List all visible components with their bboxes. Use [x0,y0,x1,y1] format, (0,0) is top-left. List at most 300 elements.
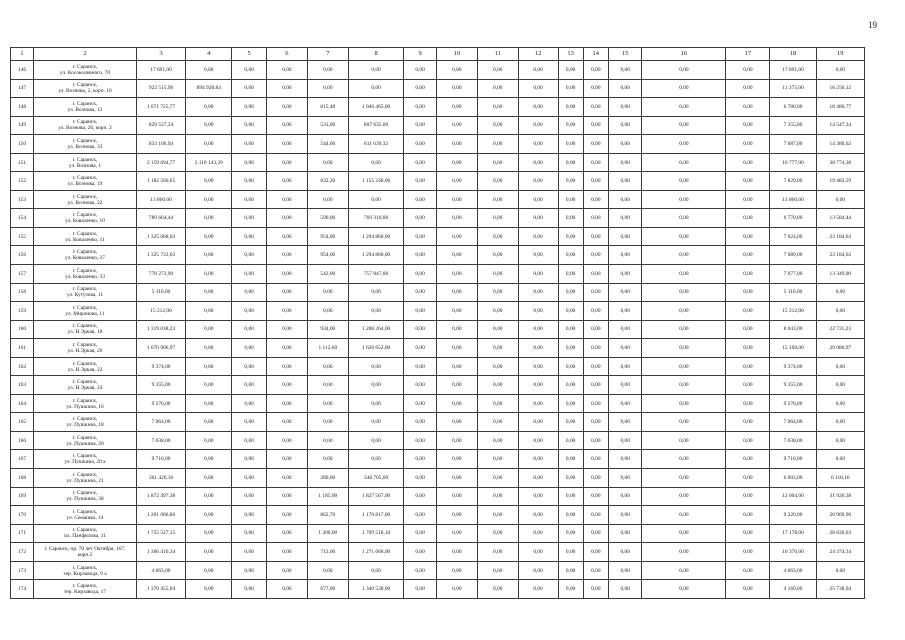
value-cell: 0,00 [608,283,642,302]
table-row [11,487,865,506]
value-cell: 0,00 [436,431,477,450]
data-table [10,47,865,599]
value-cell: 0,00 [608,190,642,209]
value-cell: 0,00 [266,469,307,488]
value-cell: 0,00 [404,209,437,228]
value-cell: 0,00 [518,524,558,543]
value-cell: 0,00 [518,580,558,599]
value-cell: 7 829,00 [770,172,816,191]
address-cell [34,209,137,228]
address-line: г. Саранск, [72,249,98,256]
value-cell: 0,00 [436,320,477,339]
value-cell: 0,00 [232,357,267,376]
value-cell: 9 276,00 [136,394,185,413]
value-cell: 0,00 [608,561,642,580]
value-cell: 4 063,00 [136,561,185,580]
value-cell: 0,00 [608,265,642,284]
value-cell: 0,00 [608,246,642,265]
value-cell: 0,00 [642,376,726,395]
value-cell: 0,00 [436,339,477,358]
value-cell: 0,00 [232,524,267,543]
value-cell: 0,00 [436,580,477,599]
value-cell: 0,00 [608,302,642,321]
address-line: ул. Вознова, 22 [67,199,103,206]
value-cell: 590,00 [307,209,348,228]
table-row [11,506,865,525]
value-cell: 0,00 [404,339,437,358]
value-cell: 807 635,00 [348,116,404,135]
table-row [11,450,865,469]
value-cell: 0,00 [436,394,477,413]
address-line: ул. Вознова, 2, корп. 10 [58,88,112,95]
address-line: г. Саранск, [72,267,98,274]
address-line: г. Саранск, [72,453,98,460]
value-cell: 0,00 [186,135,232,154]
value-cell: 7 689,00 [770,246,816,265]
address-line: г. Саранск, [72,63,98,70]
value-cell: 13 860,00 [136,190,185,209]
value-cell: 9 716,00 [136,450,185,469]
table-row [11,302,865,321]
value-cell: 20 969,96 [816,506,864,525]
address-cell [34,431,137,450]
value-cell: 0,00 [726,320,770,339]
value-cell: 0,00 [558,339,583,358]
value-cell: 0,00 [583,135,608,154]
value-cell: 1 288 264,00 [348,320,404,339]
value-cell: 0,00 [404,227,437,246]
value-cell: 0,00 [608,98,642,117]
value-cell: 0,00 [518,487,558,506]
value-cell: 0,00 [266,487,307,506]
value-cell: 0,00 [642,283,726,302]
value-cell: 0,00 [816,394,864,413]
value-cell: 0,00 [518,265,558,284]
value-cell: 0,00 [266,302,307,321]
value-cell: 0,00 [477,302,518,321]
value-cell: 0,00 [518,135,558,154]
value-cell: 0,00 [583,283,608,302]
value-cell: 0,00 [477,116,518,135]
address-line: г. Саранск, [72,490,98,497]
row-number: 163 [11,376,34,395]
value-cell: 0,00 [726,394,770,413]
value-cell: 0,00 [266,246,307,265]
address-line: ул. Коваленко, 10 [65,218,105,225]
address-line: ул. Пушкина, 38 [66,496,104,503]
address-line: г. Саранск, [72,156,98,163]
value-cell: 0,00 [477,506,518,525]
value-cell: 0,00 [436,357,477,376]
table-row [11,357,865,376]
value-cell: 0,00 [608,431,642,450]
value-cell: 0,00 [404,469,437,488]
value-cell: 0,00 [186,116,232,135]
value-cell: 0,00 [726,153,770,172]
value-cell: 0,00 [583,61,608,80]
column-header: 12 [518,48,558,61]
address-cell [34,172,137,191]
value-cell: 13 584,44 [816,209,864,228]
value-cell: 0,00 [436,190,477,209]
value-cell: 10 777,00 [770,153,816,172]
address-line: тер. Кирзавода, 17 [63,589,107,596]
value-cell: 1 872 497,38 [136,487,185,506]
value-cell: 0,00 [266,190,307,209]
table-row [11,394,865,413]
value-cell: 0,00 [266,135,307,154]
value-cell: 0,00 [404,580,437,599]
value-cell: 0,00 [266,227,307,246]
value-cell: 713,00 [307,543,348,562]
value-cell: 0,00 [583,190,608,209]
value-cell: 0,00 [477,524,518,543]
value-cell: 0,00 [477,413,518,432]
column-header: 13 [558,48,583,61]
value-cell: 0,00 [348,357,404,376]
value-cell: 0,00 [518,413,558,432]
address-line: г. Саранск, [72,100,98,107]
value-cell: 0,00 [558,265,583,284]
value-cell: 0,00 [404,561,437,580]
value-cell: 0,00 [608,469,642,488]
row-number: 170 [11,506,34,525]
value-cell: 0,00 [608,227,642,246]
value-cell: 0,00 [726,79,770,98]
address-line: тер. Кирзавода, 9 а [63,570,107,577]
value-cell: 31 926,38 [816,487,864,506]
value-cell: 0,00 [266,153,307,172]
value-cell: 0,00 [558,153,583,172]
value-cell: 0,00 [307,153,348,172]
value-cell: 0,00 [558,561,583,580]
value-cell: 0,00 [232,283,267,302]
value-cell: 0,00 [558,357,583,376]
value-cell: 4 169,00 [770,580,816,599]
value-cell: 0,00 [558,79,583,98]
value-cell: 0,00 [186,172,232,191]
address-cell [34,357,137,376]
value-cell: 0,00 [642,61,726,80]
value-cell: 0,00 [477,283,518,302]
value-cell: 0,00 [558,469,583,488]
value-cell: 28 830,03 [816,524,864,543]
value-cell: 0,00 [404,153,437,172]
value-cell: 0,00 [608,135,642,154]
value-cell: 0,00 [436,265,477,284]
table-row [11,79,865,98]
value-cell: 8 043,00 [770,320,816,339]
value-cell: 1 325 733,63 [136,246,185,265]
value-cell: 0,00 [404,357,437,376]
value-cell: 1 046 465,00 [348,98,404,117]
address-cell [34,227,137,246]
value-cell: 0,00 [558,524,583,543]
column-header: 4 [186,48,232,61]
value-cell: 677,00 [307,580,348,599]
value-cell: 0,00 [186,524,232,543]
address-line: ул. Н.Эркая, 24 [67,385,103,392]
value-cell: 0,00 [436,506,477,525]
value-cell: 14 380,62 [816,135,864,154]
value-cell: 0,00 [642,320,726,339]
value-cell: 0,00 [518,561,558,580]
value-cell: 0,00 [436,543,477,562]
value-cell: 0,00 [642,450,726,469]
row-number: 158 [11,283,34,302]
value-cell: 1 112,60 [307,339,348,358]
value-cell: 0,00 [404,394,437,413]
value-cell: 0,00 [436,116,477,135]
value-cell: 0,00 [816,413,864,432]
value-cell: 0,00 [583,302,608,321]
value-cell: 0,00 [232,209,267,228]
value-cell: 0,00 [642,135,726,154]
value-cell: 757 847,00 [348,265,404,284]
value-cell: 0,00 [558,98,583,117]
value-cell: 0,00 [608,116,642,135]
value-cell: 0,00 [816,357,864,376]
address-line: корп.2 [77,551,93,558]
value-cell: 0,00 [477,469,518,488]
value-cell: 5 110,00 [770,283,816,302]
value-cell: 0,00 [558,172,583,191]
address-line: г. Саранск, [72,397,98,404]
value-cell: 0,00 [266,543,307,562]
value-cell: 16 250,12 [816,79,864,98]
value-cell: 0,00 [477,580,518,599]
value-cell: 0,00 [186,339,232,358]
address-line: ул. Пушкина, 20 [66,440,104,447]
value-cell: 1 271 666,00 [348,543,404,562]
value-cell: 0,00 [558,246,583,265]
value-cell: 0,00 [608,580,642,599]
value-cell: 0,00 [232,431,267,450]
value-cell: 0,00 [348,61,404,80]
value-cell: 1 325 668,63 [136,227,185,246]
value-cell: 0,00 [404,487,437,506]
table-row [11,98,865,117]
value-cell: 7 038,00 [136,431,185,450]
value-cell: 0,00 [404,116,437,135]
value-cell: 0,00 [558,227,583,246]
value-cell: 0,00 [436,153,477,172]
value-cell: 1 182 560,65 [136,172,185,191]
value-cell: 769 310,00 [348,209,404,228]
value-cell: 0,00 [307,450,348,469]
value-cell: 19 482,59 [816,172,864,191]
value-cell: 0,00 [348,413,404,432]
value-cell: 0,00 [608,506,642,525]
value-cell: 0,00 [186,227,232,246]
value-cell: 0,00 [642,413,726,432]
address-line: ул. Косоколевного, 70 [59,69,111,76]
value-cell: 2 159 694,77 [136,153,185,172]
value-cell: 0,00 [232,135,267,154]
value-cell: 0,00 [348,431,404,450]
value-cell: 0,00 [348,79,404,98]
address-cell [34,61,137,80]
address-cell [34,79,137,98]
value-cell: 0,00 [558,450,583,469]
value-cell: 0,00 [608,339,642,358]
value-cell: 0,00 [232,543,267,562]
value-cell: 0,00 [518,394,558,413]
value-cell: 0,00 [558,580,583,599]
value-cell: 0,00 [558,135,583,154]
value-cell: 0,00 [726,61,770,80]
value-cell: 9 276,00 [770,394,816,413]
value-cell: 0,00 [642,116,726,135]
value-cell: 0,00 [266,376,307,395]
value-cell: 0,00 [816,190,864,209]
address-cell [34,580,137,599]
value-cell: 0,00 [726,302,770,321]
value-cell: 0,00 [232,580,267,599]
value-cell: 0,00 [583,524,608,543]
value-cell: 0,00 [232,376,267,395]
value-cell: 0,00 [518,283,558,302]
address-line: ул. Пушкина, 21 [66,477,104,484]
value-cell: 0,00 [404,413,437,432]
address-line: г. Саранск, [72,304,98,311]
value-cell: 0,00 [608,450,642,469]
value-cell: 13 349,90 [816,265,864,284]
value-cell: 0,00 [436,135,477,154]
value-cell: 0,00 [608,487,642,506]
value-cell: 0,00 [266,450,307,469]
value-cell: 0,00 [186,357,232,376]
value-cell: 0,00 [477,135,518,154]
row-number: 171 [11,524,34,543]
value-cell: 0,00 [266,431,307,450]
value-cell: 0,00 [608,172,642,191]
value-cell: 1 294 860,00 [348,246,404,265]
row-number: 153 [11,190,34,209]
table-row [11,469,865,488]
row-number: 174 [11,580,34,599]
value-cell: 0,00 [477,339,518,358]
value-cell: 1 319 038,23 [136,320,185,339]
value-cell: 5 110,00 [136,283,185,302]
value-cell: 0,00 [583,469,608,488]
value-cell: 0,00 [232,450,267,469]
value-cell: 0,00 [436,98,477,117]
value-cell: 0,00 [583,246,608,265]
value-cell: 0,00 [266,172,307,191]
value-cell: 15 168,00 [770,339,816,358]
value-cell: 811 639,32 [348,135,404,154]
value-cell: 0,00 [642,227,726,246]
value-cell: 0,00 [518,227,558,246]
value-cell: 0,00 [583,339,608,358]
value-cell: 0,00 [583,98,608,117]
value-cell: 0,00 [186,469,232,488]
value-cell: 2 110 143,39 [186,153,232,172]
value-cell: 0,00 [518,302,558,321]
address-line: г. Саранск, [72,564,98,571]
value-cell: 24 374,34 [816,543,864,562]
value-cell: 0,00 [558,302,583,321]
value-cell: 0,00 [816,561,864,580]
value-cell: 15 212,00 [136,302,185,321]
address-line: ул. Семашко, 14 [66,514,104,521]
value-cell: 0,00 [642,339,726,358]
address-cell [34,506,137,525]
value-cell: 0,00 [404,61,437,80]
value-cell: 25 738,04 [816,580,864,599]
value-cell: 12 604,00 [770,487,816,506]
value-cell: 9 355,00 [770,376,816,395]
value-cell: 0,00 [642,580,726,599]
value-cell: 0,00 [477,98,518,117]
value-cell: 0,00 [477,61,518,80]
value-cell: 0,00 [477,487,518,506]
header-row [11,48,865,61]
address-line: г. Саранск, [72,119,98,126]
value-cell: 7 087,00 [770,135,816,154]
value-cell: 0,00 [518,172,558,191]
value-cell: 0,00 [307,190,348,209]
value-cell: 0,00 [186,580,232,599]
value-cell: 0,00 [232,172,267,191]
value-cell: 0,00 [266,98,307,117]
address-cell [34,413,137,432]
value-cell: 0,00 [477,79,518,98]
value-cell: 0,00 [232,469,267,488]
value-cell: 0,00 [307,302,348,321]
table-row [11,61,865,80]
value-cell: 0,00 [608,524,642,543]
value-cell: 0,00 [518,357,558,376]
value-cell: 0,00 [726,172,770,191]
value-cell: 0,00 [558,487,583,506]
value-cell: 0,00 [816,431,864,450]
value-cell: 0,00 [404,135,437,154]
value-cell: 0,00 [558,376,583,395]
value-cell: 0,00 [404,524,437,543]
address-line: г. Саранск, [72,193,98,200]
value-cell: 0,00 [642,487,726,506]
value-cell: 0,00 [642,524,726,543]
value-cell: 0,00 [266,283,307,302]
address-line: ул. Коваленко, 27 [65,255,105,262]
value-cell: 0,00 [642,172,726,191]
table-row [11,153,865,172]
address-line: г. Саранск, [72,434,98,441]
value-cell: 1 294 860,00 [348,227,404,246]
value-cell: 15 212,00 [770,302,816,321]
value-cell: 9 355,00 [136,376,185,395]
value-cell: 0,00 [608,543,642,562]
value-cell: 0,00 [726,98,770,117]
column-header: 10 [436,48,477,61]
value-cell: 0,00 [186,413,232,432]
value-cell: 1 709 518,10 [348,524,404,543]
value-cell: 0,00 [348,561,404,580]
value-cell: 544,00 [307,135,348,154]
value-cell: 0,00 [232,190,267,209]
column-header: 7 [307,48,348,61]
value-cell: 0,00 [266,61,307,80]
value-cell: 0,00 [186,209,232,228]
value-cell: 1 670 906,97 [136,339,185,358]
value-cell: 0,00 [266,580,307,599]
row-number: 164 [11,394,34,413]
value-cell: 0,00 [518,153,558,172]
row-number: 147 [11,79,34,98]
address-cell [34,302,137,321]
